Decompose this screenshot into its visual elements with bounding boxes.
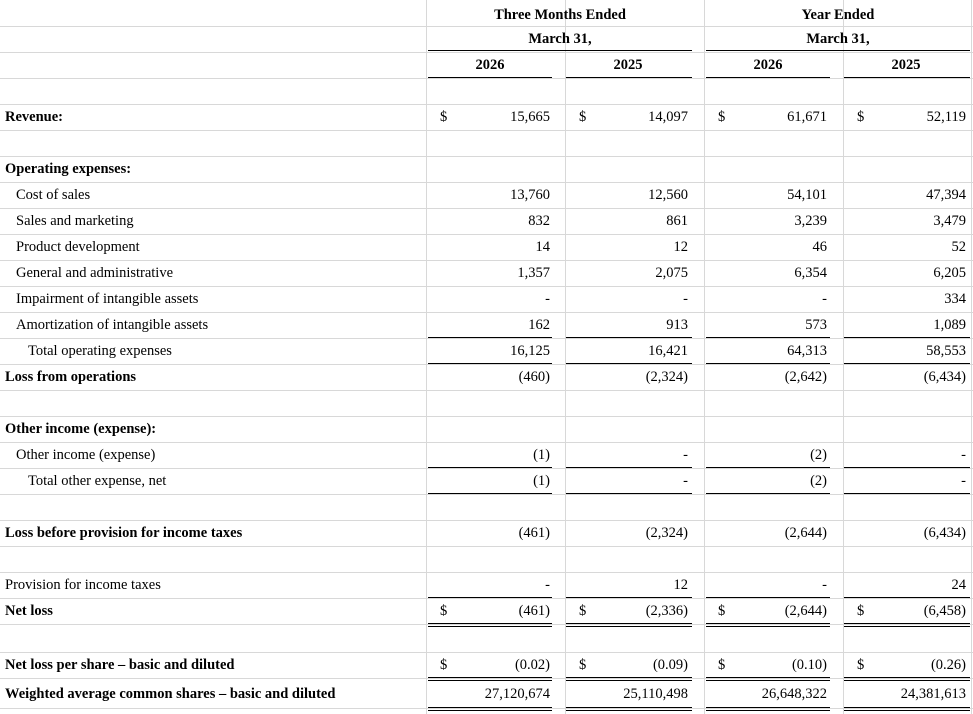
- value-3m-2026: (0.02): [514, 657, 550, 673]
- value-3m-2025: 12: [673, 239, 688, 255]
- value-3m-2025: 12: [673, 577, 688, 593]
- value-3m-2026: 1,357: [517, 265, 550, 281]
- row-label: Other income (expense): [16, 447, 156, 463]
- value-y-2025: -: [961, 473, 966, 489]
- section-heading: Operating expenses:: [5, 161, 132, 177]
- value-y-2026: (2): [810, 447, 827, 463]
- row-label: Net loss per share – basic and diluted: [5, 657, 235, 673]
- table-row-sales-marketing: [0, 208, 973, 235]
- currency-symbol: $: [579, 657, 587, 673]
- col-underline: [706, 77, 830, 78]
- value-y-2025: 52,119: [926, 109, 966, 125]
- value-3m-2026: (460): [518, 369, 550, 385]
- value-3m-2025: 25,110,498: [623, 686, 688, 702]
- col-underline: [844, 77, 970, 78]
- group-header-year: Year Ended: [801, 7, 875, 23]
- value-3m-2026: 15,665: [510, 109, 550, 125]
- row-label: Loss before provision for income taxes: [5, 525, 243, 541]
- value-3m-2026: (461): [518, 525, 550, 541]
- value-y-2026: 3,239: [794, 213, 827, 229]
- table-row-other-income: [0, 442, 973, 469]
- value-y-2025: 47,394: [926, 187, 966, 203]
- value-3m-2026: -: [545, 291, 550, 307]
- value-y-2025: 6,205: [933, 265, 966, 281]
- value-3m-2025: 14,097: [648, 109, 688, 125]
- table-row-weighted-shares: [0, 680, 973, 709]
- col-header-3m-2026: 2026: [475, 57, 505, 73]
- value-3m-2025: 12,560: [648, 187, 688, 203]
- value-3m-2025: -: [683, 291, 688, 307]
- spacer-row: [0, 494, 973, 521]
- table-row-revenue: [0, 104, 973, 131]
- currency-symbol: $: [579, 109, 587, 125]
- value-y-2026: 46: [812, 239, 827, 255]
- value-3m-2026: (1): [533, 473, 550, 489]
- value-3m-2025: 913: [666, 317, 688, 333]
- row-label: Product development: [16, 239, 140, 255]
- double-underline: [706, 707, 830, 711]
- value-y-2025: 24: [951, 577, 966, 593]
- col-header-3m-2025: 2025: [613, 57, 643, 73]
- currency-symbol: $: [440, 109, 448, 125]
- currency-symbol: $: [440, 603, 448, 619]
- header-underline: [706, 50, 970, 51]
- value-y-2025: 24,381,613: [900, 686, 966, 702]
- table-row-product-development: [0, 234, 973, 261]
- group-header-year-date: March 31,: [806, 31, 870, 47]
- value-3m-2026: -: [545, 577, 550, 593]
- value-3m-2025: (2,336): [645, 603, 688, 619]
- value-y-2025: 3,479: [933, 213, 966, 229]
- table-row-amortization: [0, 312, 973, 339]
- value-3m-2025: 861: [666, 213, 688, 229]
- table-row-cost-of-sales: [0, 182, 973, 209]
- value-y-2026: (2): [810, 473, 827, 489]
- value-3m-2025: 2,075: [655, 265, 688, 281]
- value-3m-2026: 16,125: [510, 343, 550, 359]
- row-label: Provision for income taxes: [5, 577, 161, 593]
- value-y-2026: (0.10): [791, 657, 827, 673]
- table-row-total-other: [0, 468, 973, 495]
- value-y-2026: 26,648,322: [761, 686, 827, 702]
- value-y-2026: 61,671: [787, 109, 827, 125]
- double-underline: [428, 707, 552, 711]
- value-3m-2025: (0.09): [652, 657, 688, 673]
- value-y-2025: 52: [951, 239, 966, 255]
- row-label: Impairment of intangible assets: [16, 291, 199, 307]
- row-label: Weighted average common shares – basic and diluted: [5, 686, 336, 702]
- value-3m-2026: 832: [528, 213, 550, 229]
- row-label: Revenue:: [5, 109, 63, 125]
- value-y-2026: -: [822, 291, 827, 307]
- double-underline: [566, 707, 692, 711]
- value-y-2025: (6,434): [923, 369, 966, 385]
- spacer-row: [0, 390, 973, 417]
- value-y-2026: 6,354: [794, 265, 827, 281]
- row-label: Sales and marketing: [16, 213, 134, 229]
- value-y-2026: 573: [805, 317, 827, 333]
- row-label: General and administrative: [16, 265, 174, 281]
- currency-symbol: $: [440, 657, 448, 673]
- section-heading-other: [0, 416, 973, 443]
- group-header-three-months: Three Months Ended: [494, 7, 626, 23]
- value-y-2025: 334: [944, 291, 966, 307]
- section-heading-opex: [0, 156, 973, 183]
- col-underline: [428, 77, 552, 78]
- table-row-provision: [0, 572, 973, 599]
- row-label: Amortization of intangible assets: [16, 317, 209, 333]
- table-row-total-opex: [0, 338, 973, 365]
- currency-symbol: $: [857, 603, 865, 619]
- value-y-2025: 58,553: [926, 343, 966, 359]
- value-3m-2026: 27,120,674: [484, 686, 550, 702]
- value-y-2026: -: [822, 577, 827, 593]
- col-header-y-2025: 2025: [891, 57, 921, 73]
- value-y-2026: (2,642): [784, 369, 827, 385]
- spacer-row: [0, 546, 973, 573]
- value-3m-2025: (2,324): [645, 525, 688, 541]
- row-label: Loss from operations: [5, 369, 137, 385]
- table-row-eps: [0, 652, 973, 679]
- double-underline: [844, 707, 970, 711]
- value-3m-2025: (2,324): [645, 369, 688, 385]
- value-y-2026: (2,644): [784, 525, 827, 541]
- table-row-impairment: [0, 286, 973, 313]
- value-y-2026: 64,313: [787, 343, 827, 359]
- header-row: [0, 78, 973, 105]
- section-heading: Other income (expense):: [5, 421, 157, 437]
- value-y-2025: (6,458): [923, 603, 966, 619]
- currency-symbol: $: [718, 603, 726, 619]
- row-label: Net loss: [5, 603, 53, 619]
- value-3m-2026: (461): [518, 603, 550, 619]
- value-y-2026: 54,101: [787, 187, 827, 203]
- currency-symbol: $: [579, 603, 587, 619]
- value-3m-2026: 13,760: [510, 187, 550, 203]
- value-3m-2025: -: [683, 447, 688, 463]
- value-3m-2025: 16,421: [648, 343, 688, 359]
- value-y-2025: 1,089: [933, 317, 966, 333]
- value-y-2026: (2,644): [784, 603, 827, 619]
- table-row-loss-before-tax: [0, 520, 973, 547]
- row-label: Total operating expenses: [28, 343, 172, 359]
- spacer-row: [0, 626, 973, 653]
- value-3m-2025: -: [683, 473, 688, 489]
- group-header-three-months-date: March 31,: [528, 31, 592, 47]
- table-row-net-loss: [0, 598, 973, 625]
- row-label: Cost of sales: [16, 187, 91, 203]
- currency-symbol: $: [718, 657, 726, 673]
- currency-symbol: $: [718, 109, 726, 125]
- header-underline: [428, 50, 692, 51]
- value-y-2025: (6,434): [923, 525, 966, 541]
- value-3m-2026: 162: [528, 317, 550, 333]
- table-row-loss-from-operations: [0, 364, 973, 391]
- spacer-row: [0, 130, 973, 157]
- value-y-2025: (0.26): [930, 657, 966, 673]
- value-3m-2026: 14: [535, 239, 550, 255]
- row-label: Total other expense, net: [28, 473, 167, 489]
- currency-symbol: $: [857, 657, 865, 673]
- value-3m-2026: (1): [533, 447, 550, 463]
- col-underline: [566, 77, 692, 78]
- col-header-y-2026: 2026: [753, 57, 783, 73]
- currency-symbol: $: [857, 109, 865, 125]
- value-y-2025: -: [961, 447, 966, 463]
- table-row-general-admin: [0, 260, 973, 287]
